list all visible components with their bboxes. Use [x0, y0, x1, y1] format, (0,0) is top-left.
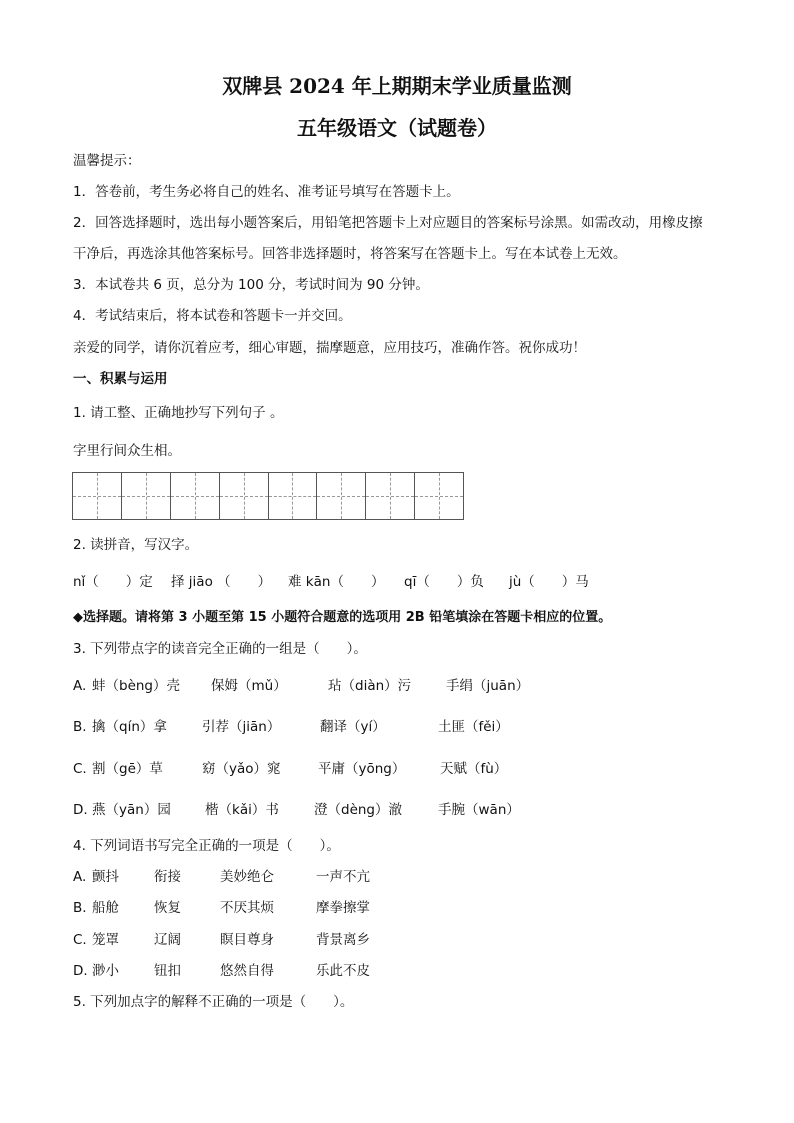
encouragement: 亲爱的同学，请你沉着应考，细心审题，揣摩题意，应用技巧，准确作答。祝你成功！ — [73, 340, 586, 356]
option-item: 悠然自得 — [220, 963, 274, 979]
option-item: 手腕（wān） — [438, 802, 520, 818]
pinyin-item: nǐ（ ）定 — [73, 574, 153, 590]
grid-cell — [220, 473, 269, 519]
option-item: 笼罩 — [92, 932, 119, 948]
q5-prompt: 5. 下列加点字的解释不正确的一项是（ ）。 — [73, 994, 354, 1010]
grid-cell — [122, 473, 171, 519]
option-item: 天赋（fù） — [440, 761, 508, 777]
option-item: 手绢（juān） — [446, 678, 530, 694]
option-item: 颤抖 — [92, 869, 119, 885]
option-label: A. — [73, 869, 87, 885]
option-item: 美妙绝仑 — [220, 869, 274, 885]
pinyin-item: qī（ ）负 — [404, 574, 484, 590]
option-item: 恢复 — [154, 900, 181, 916]
option-label: D. — [73, 802, 88, 818]
grid-cell — [415, 473, 463, 519]
tip-item: 干净后，再选涂其他答案标号。回答非选择题时，将答案写在答题卡上。写在本试卷上无效。 — [73, 246, 627, 262]
option-item: 乐此不皮 — [316, 963, 370, 979]
option-item: 渺小 — [92, 963, 119, 979]
option-label: C. — [73, 932, 87, 948]
q1-sentence: 字里行间众生相。 — [73, 443, 181, 459]
option-item: 割（gē）草 — [92, 761, 163, 777]
option-item: 楷（kǎi）书 — [205, 802, 279, 818]
pinyin-item: 难 kān（ ） — [288, 574, 385, 590]
option-label: C. — [73, 761, 87, 777]
tips-heading: 温馨提示： — [73, 153, 141, 169]
option-item: 一声不亢 — [316, 869, 370, 885]
option-item: 瞑目尊身 — [220, 932, 274, 948]
option-item: 平庸（yōng） — [318, 761, 406, 777]
option-item: 衔接 — [154, 869, 181, 885]
choice-section-heading: ◆选择题。请将第 3 小题至第 15 小题符合题意的选项用 2B 铅笔填涂在答题卡相应的位置。 — [73, 610, 612, 625]
option-label: A. — [73, 678, 87, 694]
option-item: 不厌其烦 — [220, 900, 274, 916]
q1-prompt: 1. 请工整、正确地抄写下列句子 。 — [73, 405, 284, 421]
option-item: 蚌（bèng）壳 — [92, 678, 181, 694]
option-item: 燕（yān）园 — [92, 802, 171, 818]
option-label: B. — [73, 719, 87, 735]
q4-prompt: 4. 下列词语书写完全正确的一项是（ ）。 — [73, 838, 340, 854]
q2-prompt: 2. 读拼音，写汉字。 — [73, 537, 199, 553]
tip-item: 3．本试卷共 6 页，总分为 100 分，考试时间为 90 分钟。 — [73, 277, 429, 293]
option-item: 窈（yǎo）窕 — [202, 761, 281, 777]
exam-subtitle: 五年级语文（试题卷） — [297, 116, 497, 140]
grid-cell — [171, 473, 220, 519]
grid-cell — [366, 473, 415, 519]
option-item: 澄（dèng）澈 — [314, 802, 403, 818]
tip-item: 1．答卷前，考生务必将自己的姓名、准考证号填写在答题卡上。 — [73, 184, 460, 200]
option-item: 摩拳擦掌 — [316, 900, 370, 916]
pinyin-item: jù（ ）马 — [509, 574, 589, 590]
option-item: 擒（qín）拿 — [92, 719, 167, 735]
tip-item: 4．考试结束后，将本试卷和答题卡一并交回。 — [73, 308, 352, 324]
option-label: B. — [73, 900, 87, 916]
pinyin-item: 择 jiāo （ ） — [171, 574, 272, 590]
option-item: 辽阔 — [154, 932, 181, 948]
tip-item: 2．回答选择题时，选出每小题答案后，用铅笔把答题卡上对应题目的答案标号涂黑。如需改动，用橡皮擦 — [73, 215, 703, 231]
grid-cell — [317, 473, 366, 519]
option-item: 钮扣 — [154, 963, 181, 979]
option-item: 玷（diàn）污 — [328, 678, 412, 694]
writing-grid — [72, 472, 464, 520]
option-item: 土匪（fěi） — [438, 719, 509, 735]
option-label: D. — [73, 963, 88, 979]
section-heading: 一、积累与运用 — [73, 371, 168, 387]
option-item: 船舱 — [92, 900, 119, 916]
option-item: 引荐（jiān） — [202, 719, 281, 735]
option-item: 背景离乡 — [316, 932, 370, 948]
q3-prompt: 3. 下列带点字的读音完全正确的一组是（ ）。 — [73, 641, 367, 657]
option-item: 翻译（yí） — [320, 719, 386, 735]
grid-cell — [73, 473, 122, 519]
grid-cell — [269, 473, 318, 519]
option-item: 保姆（mǔ） — [211, 678, 287, 694]
exam-title: 双牌县 2024 年上期期末学业质量监测 — [222, 74, 572, 98]
